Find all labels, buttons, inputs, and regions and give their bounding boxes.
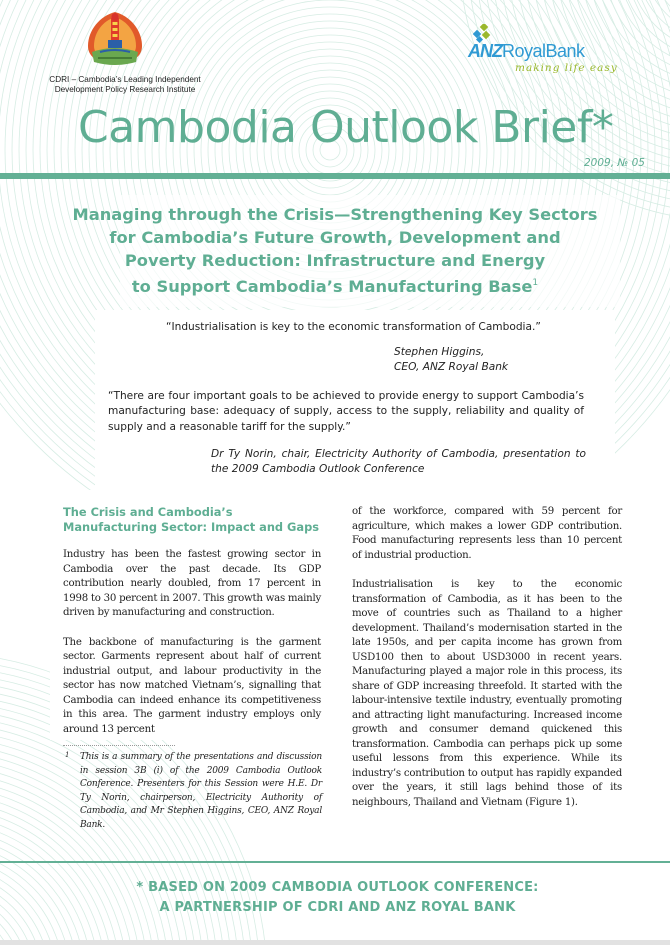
- anz-wordmark-name: RoyalBank: [502, 41, 585, 61]
- anz-tagline: making life easy: [515, 62, 618, 74]
- section-heading: The Crisis and Cambodia’s Manufacturing Sector: Impact and Gaps: [63, 505, 320, 534]
- body-paragraph: of the workforce, compared with 59 percent for agriculture, which makes a lower GDP contribution. Food manufacturing represents less than 10 percent of industrial production.: [352, 506, 622, 561]
- headline-footnote-ref[interactable]: 1: [532, 278, 539, 288]
- footnote-text: This is a summary of the presentations and discussion in session 3B (i) of the 2009 Cambodia Outlook Conference. Presenters for this Session were H.E. Dr Ty Norin, chairperson, Electricity Authority of Cambodia, and Mr Stephen Higgins, CEO, ANZ Royal Bank.: [80, 752, 322, 830]
- footer-line2: A PARTNERSHIP OF CDRI AND ANZ ROYAL BANK: [159, 900, 516, 915]
- body-paragraph: The backbone of manufacturing is the garment sector. Garments represent about half of current industrial output, and labour productivity in the sector has now matched Vietnam’s, signalling that Cambodia can indeed enhance its competitiveness in this area. The garment industry employs only around 13 percent: [63, 636, 321, 735]
- anz-royal-bank-logo: [468, 30, 658, 80]
- footer-divider: [0, 861, 670, 863]
- anz-wordmark-prefix: ANZ: [468, 41, 502, 61]
- footer-note: [60, 878, 615, 918]
- footnote-mark: 1: [65, 751, 70, 759]
- masthead-divider: [0, 173, 670, 179]
- headline-line4-text: to Support Cambodia’s Manufacturing Base: [131, 277, 533, 296]
- article-headline: [40, 203, 630, 298]
- cdri-caption: [20, 75, 230, 95]
- page-bottom-edge: [0, 940, 670, 945]
- pull-quote-1: “Industrialisation is key to the economic transformation of Cambodia.”: [166, 321, 541, 333]
- footnote-divider: [63, 745, 175, 746]
- wave-arc: [0, 905, 15, 945]
- footer-line1: * BASED ON 2009 CAMBODIA OUTLOOK CONFERENCE:: [136, 880, 539, 895]
- cdri-caption-line1: CDRI – Cambodia’s Leading Independent: [49, 75, 201, 84]
- pull-quote-1-attribution: [394, 345, 508, 375]
- cdri-caption-line2: Development Policy Research Institute: [54, 85, 196, 94]
- headline-line1: Managing through the Crisis—Strengthening Key Sectors: [72, 205, 598, 224]
- pull-quote-2-attribution: Dr Ty Norin, chair, Electricity Authority of Cambodia, presentation to the 2009 Cambodia Outlook Conference: [211, 448, 586, 476]
- right-column: [352, 505, 622, 825]
- anz-wordmark: [468, 41, 585, 62]
- wave-arc: [0, 863, 57, 945]
- left-column: [63, 505, 321, 752]
- pull-quote-2: “There are four important goals to be achieved to provide energy to support Cambodia’s manufacturing base: adequacy of supply, access to the supply, reliability and quality of supply and a reasonable tariff for the supply.”: [108, 390, 584, 433]
- body-paragraph: Industrialisation is key to the economic transformation of Cambodia, as it has been to the move of countries such as Thailand to a higher development. Thailand’s modernisation started in the late 1950s, and per capita income has grown from USD100 then to about USD3000 in recent years. Manufacturing played a major role in this process, its share of GDP increasing threefold. It started with the labour-intensive textile industry, eventually promoting and attracting light manufacturing. Increased income growth and consumer demand quickened this transformation. Cambodia can perhaps pick up some useful lessons from this experience. While its industry’s contribution to output has rapidly expanded over the years, it still lags behind those of its neighbours, Thailand and Vietnam (Figure 1).: [352, 579, 622, 808]
- issue-number: 2009, № 05: [583, 157, 645, 169]
- headline-line4: [40, 272, 630, 298]
- attribution-1-name: Stephen Higgins,: [394, 346, 485, 358]
- masthead-title: Cambodia Outlook Brief*: [78, 102, 614, 153]
- headline-line2: for Cambodia’s Future Growth, Development and: [109, 228, 561, 247]
- attribution-1-title: CEO, ANZ Royal Bank: [394, 361, 509, 373]
- body-paragraph: Industry has been the fastest growing sector in Cambodia over the past decade. Its GDP contribution nearly doubled, from 17 percent in 1998 to 30 percent in 2007. This growth was mainly driven by manufacturing and construction.: [63, 549, 321, 618]
- cdri-logo: [70, 8, 160, 68]
- headline-line3: Poverty Reduction: Infrastructure and Energy: [124, 251, 546, 270]
